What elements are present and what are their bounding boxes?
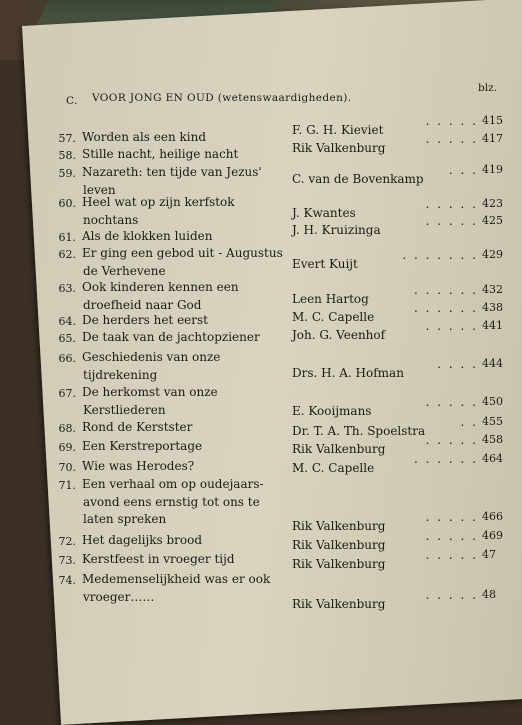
entry-title: avond eens ernstig tot ons te [83, 494, 260, 509]
entry-number: 73. [58, 553, 76, 567]
entry-page-number: 455 [482, 414, 503, 428]
entry-page-number: 415 [482, 113, 503, 127]
entry-number: 66. [58, 351, 76, 365]
entry-title: De herders het eerst [82, 313, 208, 327]
entry-title: Medemenselijkheid was er ook [82, 572, 271, 586]
entry-author: Joh. G. Veenhof [292, 328, 386, 342]
leader-dots: . . . . . [425, 131, 478, 146]
entry-title: nochtans [83, 212, 139, 227]
entry-page-number: 432 [482, 282, 503, 296]
leader-dots: . . . . . [425, 196, 478, 211]
entry-author: Dr. T. A. Th. Spoelstra [292, 424, 426, 438]
entry-author: Rik Valkenburg [292, 538, 386, 552]
entry-number: 58. [58, 148, 76, 162]
entry-title: de Verhevene [83, 263, 166, 278]
entry-author: Rik Valkenburg [292, 442, 386, 456]
entry-title: Kerstfeest in vroeger tijd [82, 552, 235, 566]
leader-dots: . . . . . [425, 113, 478, 128]
entry-number: 63. [58, 281, 76, 295]
entry-title: Wie was Herodes? [82, 459, 195, 473]
leader-dots: . . . . . [425, 213, 478, 228]
entry-title: Als de klokken luiden [82, 229, 213, 243]
entry-number: 71. [58, 478, 76, 492]
entry-title: Het dagelijks brood [82, 533, 203, 547]
entry-title: laten spreken [83, 512, 167, 526]
entry-page-number: 423 [482, 196, 503, 210]
entry-author: E. Kooijmans [292, 404, 372, 418]
entry-page-number: 438 [482, 300, 503, 314]
leader-dots: . . . . . [425, 432, 478, 447]
entry-page-number: 458 [482, 432, 503, 446]
entry-title: Worden als een kind [82, 130, 207, 144]
leader-dots: . . . . . [425, 318, 478, 333]
entry-page-number: 466 [482, 509, 503, 523]
entry-title: De taak van de jachtopziener [82, 330, 260, 344]
leader-dots: . . . . [437, 356, 478, 371]
entry-author: Leen Hartog [292, 292, 369, 306]
entry-title: Stille nacht, heilige nacht [82, 147, 239, 161]
entry-author: Rik Valkenburg [292, 597, 386, 611]
entry-page-number: 47 [482, 547, 496, 561]
entry-title: Nazareth: ten tijde van Jezus' [82, 165, 262, 179]
entry-author: J. Kwantes [292, 206, 356, 220]
entry-number: 74. [58, 573, 76, 587]
entry-number: 64. [58, 314, 76, 328]
entry-title: Er ging een gebod uit - Augustus [82, 246, 283, 260]
entry-page-number: 419 [482, 162, 503, 176]
entry-author: Rik Valkenburg [292, 557, 386, 571]
entry-number: 60. [58, 196, 76, 210]
leader-dots: . . . [448, 162, 478, 177]
entry-title: Ook kinderen kennen een [82, 280, 239, 294]
entry-title: Heel wat op zijn kerfstok [82, 195, 235, 209]
leader-dots: . . . . . . [414, 300, 478, 315]
entry-page-number: 429 [482, 247, 503, 261]
entry-number: 59. [58, 166, 76, 180]
entry-page-number: 441 [482, 318, 503, 332]
entry-title: Rond de Kerstster [82, 420, 193, 434]
entry-author: C. van de Bovenkamp [292, 172, 424, 186]
leader-dots: . . . . . . [414, 451, 478, 466]
leader-dots: . . . . . . . [402, 247, 478, 262]
entry-title: tijdrekening [83, 367, 158, 382]
leader-dots: . . [460, 414, 478, 429]
leader-dots: . . . . . . [414, 282, 478, 297]
entry-page-number: 464 [482, 451, 503, 465]
entry-page-number: 450 [482, 394, 503, 408]
entry-page-number: 444 [482, 356, 503, 370]
entry-number: 72. [58, 534, 76, 548]
entry-title: Een Kerstreportage [82, 439, 203, 453]
section-title: VOOR JONG EN OUD (wetenswaardigheden). [92, 92, 352, 104]
entry-number: 65. [58, 331, 76, 345]
section-letter: C. [66, 95, 78, 107]
entry-number: 62. [58, 247, 76, 261]
entry-author: M. C. Capelle [292, 310, 375, 324]
entry-number: 61. [58, 230, 76, 244]
entry-title: Een verhaal om op oudejaars- [82, 477, 264, 491]
leader-dots: . . . . . [425, 547, 478, 562]
leader-dots: . . . . . [425, 528, 478, 543]
entry-author: J. H. Kruizinga [292, 223, 381, 237]
entry-number: 68. [58, 421, 76, 435]
leader-dots: . . . . . [425, 509, 478, 524]
entry-page-number: 425 [482, 213, 503, 227]
entry-page-number: 48 [482, 587, 496, 601]
entry-page-number: 417 [482, 131, 503, 145]
entry-author: Rik Valkenburg [292, 141, 386, 155]
entry-title: vroeger…… [83, 589, 155, 604]
entry-author: Rik Valkenburg [292, 519, 386, 533]
entry-number: 57. [58, 131, 76, 145]
entry-number: 69. [58, 440, 76, 454]
leader-dots: . . . . . [425, 394, 478, 409]
entry-author: M. C. Capelle [292, 461, 375, 475]
page-column-label: blz. [478, 82, 497, 94]
entry-title: De herkomst van onze [82, 385, 218, 399]
entry-number: 67. [58, 386, 76, 400]
entry-title: leven [83, 182, 116, 197]
entry-author: Drs. H. A. Hofman [292, 366, 404, 380]
entry-title: Geschiedenis van onze [82, 350, 221, 364]
entry-page-number: 469 [482, 528, 503, 542]
entry-title: droefheid naar God [83, 297, 202, 312]
leader-dots: . . . . . [425, 587, 478, 602]
entry-title: Kerstliederen [83, 402, 166, 417]
entry-number: 70. [58, 460, 76, 474]
entry-author: Evert Kuijt [292, 257, 358, 271]
entry-author: F. G. H. Kieviet [292, 123, 384, 137]
